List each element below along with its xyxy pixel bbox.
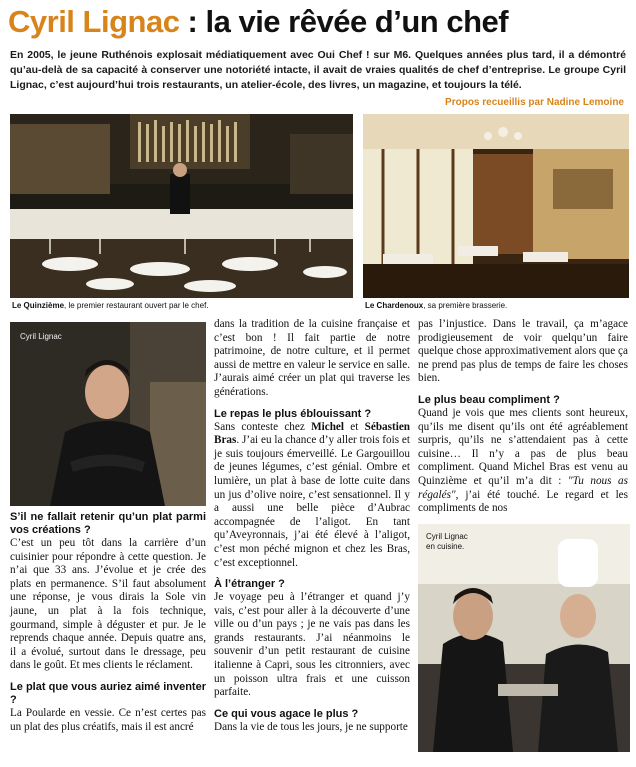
- column-2: [214, 318, 410, 734]
- photo-quinzieme: [10, 114, 353, 298]
- quinzieme-illustration: [10, 114, 353, 298]
- interview-credit: Propos recueillis par Nadine Lemoine: [445, 97, 624, 108]
- caption-quinzieme: [12, 301, 209, 311]
- answer-abroad: Je voyage peu à l’étranger et quand j’y vais, c’est pour aller à la découverte d’une ville ou d’un pays ; je ne vais pas dans les grands restaurants. J’ai néanmoins le souvenir d’un petit restaurant de cuisine italienne à Capri, sous les citronniers, avec un poisson ultra frais et une cuisson parfaite.: [214, 591, 410, 699]
- column-3: [418, 318, 628, 516]
- answer-dazzling-meal: Sans conteste chez Michel et Sébastien Bras. J’ai eu la chance d’y aller trois fois et je suis toujours émerveillé. Le Gargouillou de jeunes légumes, c’est génial. Ombre et lumière, un plat à base de lotte cuite dans un jus d’olive noire, c’est sensationnel. Il y a aussi une belle pièce d’Aubrac accompagnée de l’aligot. En tant qu’Aveyronnais, j’ai été élevé à l’aligot, c’est mon péché mignon et chez les Bras, c’est exceptionnel.: [214, 420, 411, 569]
- question-abroad: À l’étranger ?: [214, 578, 285, 591]
- photo-chardenoux: [363, 114, 629, 298]
- portrait-illustration: [10, 322, 206, 506]
- headline-rest: : la vie rêvée d’un chef: [179, 4, 509, 39]
- chardenoux-illustration: [363, 114, 629, 298]
- caption-quinzieme-text: , le premier restaurant ouvert par le chef.: [64, 301, 209, 310]
- answer-best-dish: C’est un peu tôt dans la carrière d’un cuisinier pour répondre à cette question. Je n’ai que 33 ans. J’évolue et je crée des plats en permanence. S’il faut absolument une réponse, je vous dirais la Sole vin jaune, un plat à la fois technique, gourmand, simple à déguster et pur. Je le reprends chaque année. Depuis quatre ans, il a évolué, surtout dans le dressage, peu dans le goût. Et mes clients le réclament.: [10, 537, 206, 672]
- kitchen-illustration: [418, 524, 630, 752]
- headline-name: Cyril Lignac: [8, 4, 180, 39]
- question-best-dish: S’il ne fallait retenir qu’un plat parmi vos créations ?: [10, 511, 206, 536]
- answer-annoys: Dans la vie de tous les jours, je ne supporte: [214, 720, 408, 733]
- caption-quinzieme-name: Le Quinzième: [12, 301, 65, 310]
- caption-chardenoux-name: Le Chardenoux: [365, 301, 424, 310]
- column-1: [10, 511, 206, 734]
- answer-dish-invent-cont: dans la tradition de la cuisine française et c’est bon ! Il fait partie de notre patrimoine, de notre culture, et il permet aussi de mettre en valeur le service en salle. J’aurais aimé créer un plat qui traverse les générations.: [214, 318, 411, 398]
- question-best-compliment: Le plus beau compliment ?: [418, 393, 560, 406]
- intro-paragraph: En 2005, le jeune Ruthénois explosait médiatiquement avec Oui Chef ! sur M6. Quelques années plus tard, il a démontré qu’au-delà de sa capacité à conserver une notoriété intacte, il avait de vraies qualités de chef d’entreprise. Le groupe Cyril Lignac, c’est aujourd’hui trois restaurants, un atelier-école, des livres, un magazine, et toujours la télé.: [10, 49, 626, 91]
- photo-kitchen: [418, 524, 630, 752]
- caption-chardenoux-text: , sa première brasserie.: [423, 301, 508, 310]
- answer-dish-invent: La Poularde en vessie. Ce n’est certes pas un plat des plus créatifs, mais il est ancré: [10, 706, 206, 733]
- kitchen-label: [426, 532, 468, 552]
- caption-chardenoux: [365, 301, 507, 311]
- answer-best-compliment: Quand je vois que mes clients sont heureux, qu’ils me disent qu’ils ont été agréablement surpris, qu’ils ne s’attendaient pas à cette cuisine… Il n’y a pas de plus beau compliment. Quand Michel Bras est venu au Quinzième et qu’il m’a dit : "Tu nous as régalés", j’ai été touché. Le regard et les compliments de nos: [418, 406, 628, 515]
- photo-portrait: [10, 322, 206, 506]
- article-headline: [8, 2, 628, 42]
- question-dazzling-meal: Le repas le plus éblouissant ?: [214, 407, 372, 420]
- answer-annoys-cont: pas l’injustice. Dans le travail, ça m’agace prodigieusement de voir quelqu’un faire quelque chose approximativement alors que ça ne prend pas plus de temps de faire les choses bien.: [418, 318, 628, 385]
- kitchen-label-line1: Cyril Lignac: [426, 532, 468, 541]
- kitchen-label-line2: en cuisine.: [426, 542, 465, 551]
- portrait-label: Cyril Lignac: [20, 332, 62, 341]
- question-dish-invent: Le plat que vous auriez aimé inventer ?: [10, 680, 206, 706]
- question-annoys: Ce qui vous agace le plus ?: [214, 707, 359, 720]
